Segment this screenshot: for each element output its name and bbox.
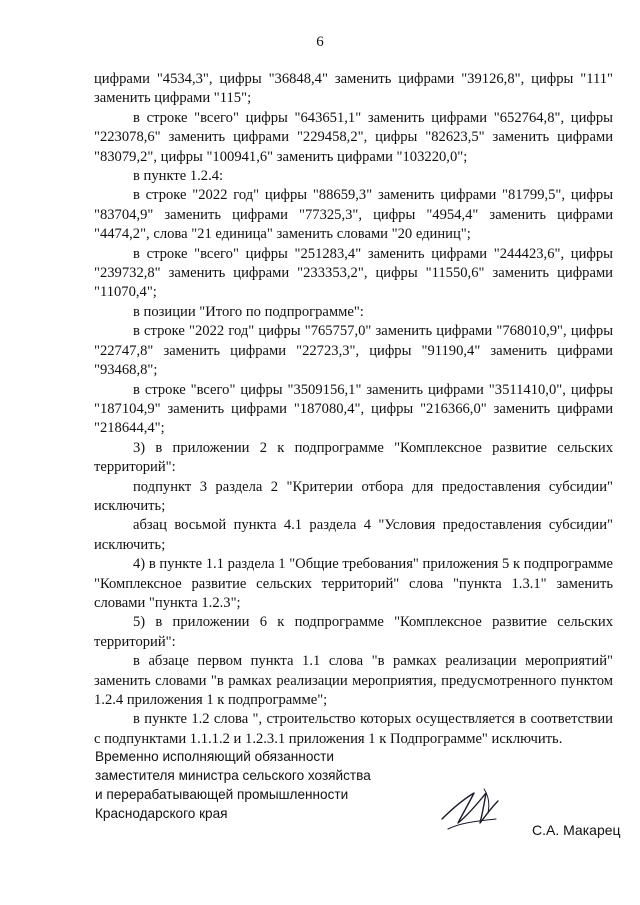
paragraph: подпункт 3 раздела 2 "Критерии отбора для предоставления субсидии" исключить; [94,478,613,514]
document-body [94,70,613,749]
paragraph: абзац восьмой пункта 4.1 раздела 4 "Условия предоставления субсидии" исключить; [94,517,613,553]
paragraph: в строке "2022 год" цифры "88659,3" заменить цифрами "81799,5", цифры "83704,9" заменить цифрами "77325,3", цифры "4954,4" заменить цифрами "4474,2", слова "21 единица" заменить словами "20 единиц"; [94,187,613,243]
signatory-title [95,747,371,823]
paragraph: 5) в приложении 6 к подпрограмме "Комплексное развитие сельских территорий": [94,614,613,650]
paragraph: в строке "2022 год" цифры "765757,0" заменить цифрами "768010,9", цифры "22747,8" заменить цифрами "22723,3", цифры "91190,4" заменить цифрами "93468,8"; [94,323,613,379]
paragraph: 4) в пункте 1.1 раздела 1 "Общие требования" приложения 5 к подпрограмме "Комплексное развитие сельских территорий" слова "пункта 1.3.1" заменить словами "пункта 1.2.3"; [94,556,613,611]
paragraph: цифрами "4534,3", цифры "36848,4" заменить цифрами "39126,8", цифры "111" заменить цифрами "115"; [94,71,613,107]
signatory-title-line: заместителя министра сельского хозяйства [95,768,371,783]
page-number: 6 [316,34,324,50]
signatory-title-line: и перерабатывающей промышленности [95,787,349,802]
paragraph: в пункте 1.2.4: [133,168,224,185]
signatory-title-line: Краснодарского края [95,806,228,821]
paragraph: в абзаце первом пункта 1.1 слова "в рамках реализации мероприятий" заменить словами "в рамках реализации мероприятия, предусмотренного пунктом 1.2.4 приложения 1 к подпрограмме"; [94,653,613,708]
paragraph: в строке "всего" цифры "643651,1" заменить цифрами "652764,8", цифры "223078,6" заменить цифрами "229458,2", цифры "82623,5" заменить цифрами "83079,2", цифры "100941,6" заменить цифрами "103220,0"; [94,109,613,165]
paragraph: в строке "всего" цифры "251283,4" заменить цифрами "244423,6", цифры "239732,8" заменить цифрами "233353,2", цифры "11550,6" заменить цифрами "11070,4"; [94,245,613,301]
paragraph: в строке "всего" цифры "3509156,1" заменить цифрами "3511410,0", цифры "187104,9" заменить цифрами "187080,4", цифры "216366,0" заменить цифрами "218644,4"; [94,381,613,437]
signatory-name: С.А. Макарец [532,822,621,838]
signatory-title-line: Временно исполняющий обязанности [95,749,334,764]
handwritten-signature [438,779,508,839]
paragraph: 3) в приложении 2 к подпрограмме "Комплексное развитие сельских территорий": [94,439,613,476]
paragraph: в позиции "Итого по подпрограмме": [133,303,364,320]
paragraph: в пункте 1.2 слова ", строительство которых осуществляется в соответствии с подпунктами 1.1.1.2 и 1.2.3.1 приложения 1 к Подпрограмме" исключить. [94,711,613,747]
